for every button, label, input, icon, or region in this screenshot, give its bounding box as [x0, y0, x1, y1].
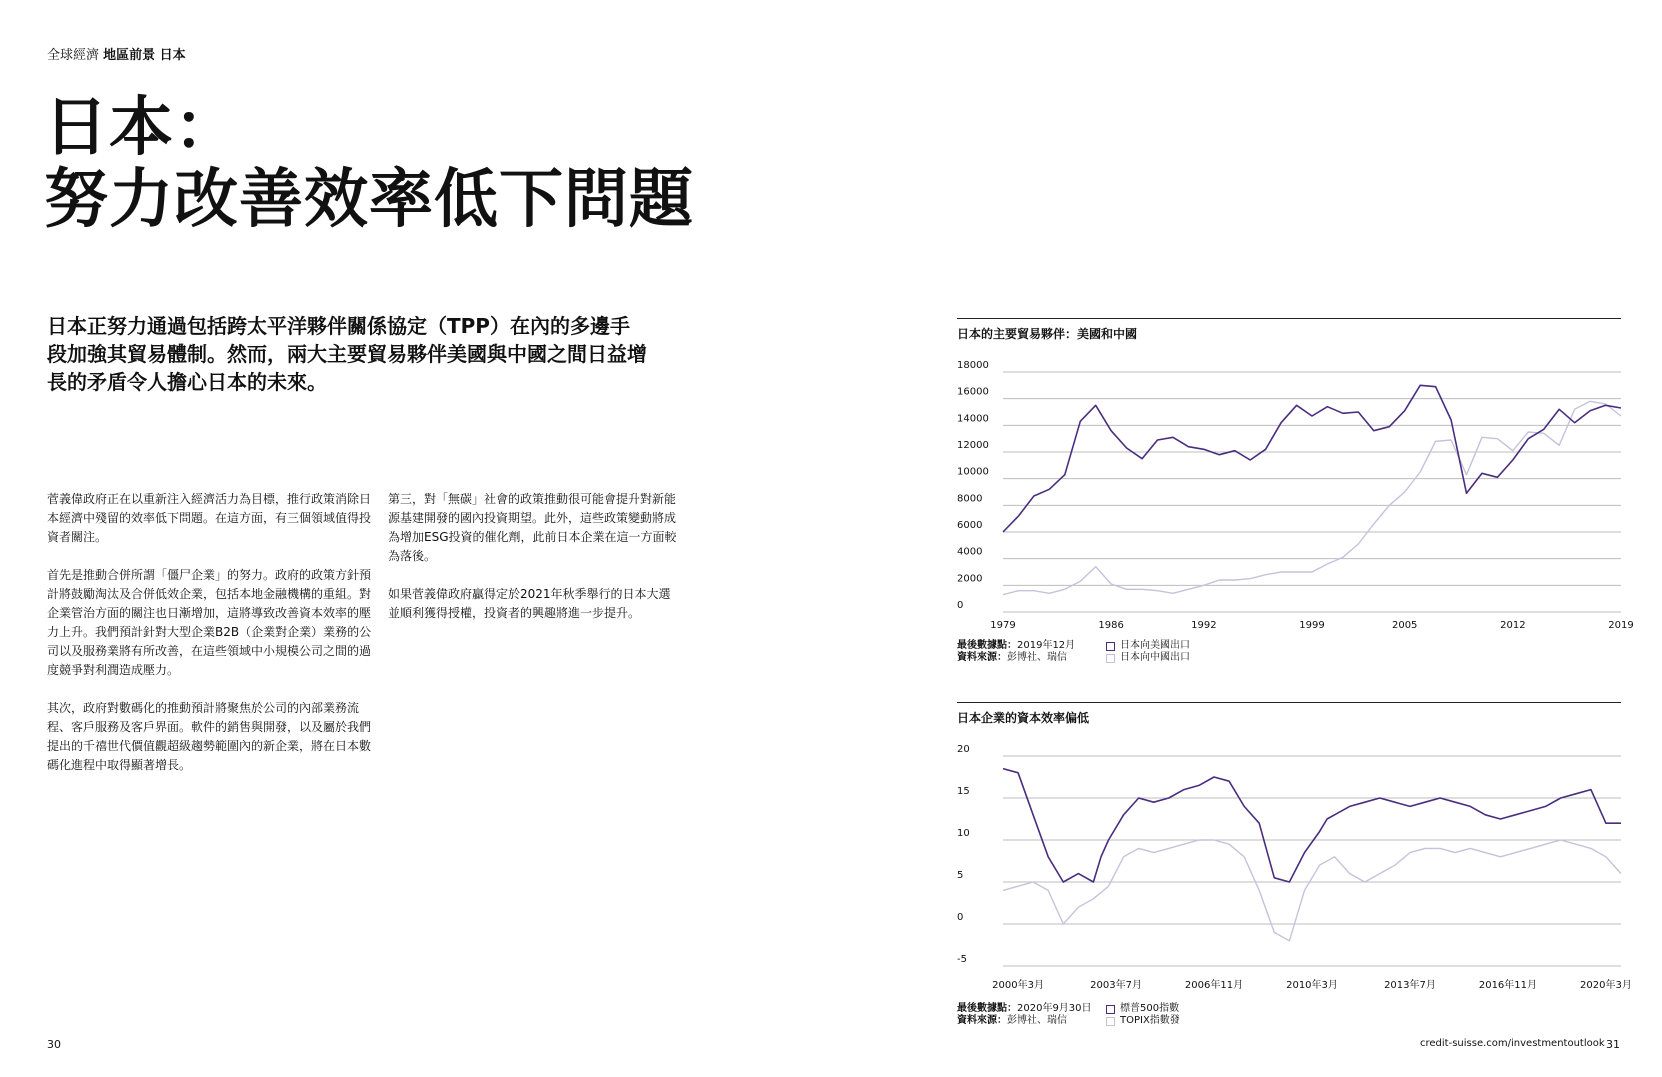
- body-paragraph: 首先是推動合併所謂「僵尸企業」的努力。政府的政策方針預計將鼓勵淘汰及合併低效企業，包括本地金融機構的重組。對企業管治方面的關注也日漸增加，這將導致改善資本效率的壓力上升。我們預計針對大型企業B2B（企業對企業）業務的公司以及服務業將有所改善，在這些領域中小規模公司之間的過度競爭對利潤造成壓力。: [47, 568, 372, 677]
- chart-1-notes: [957, 640, 1075, 664]
- footer-url[interactable]: credit-suisse.com/investmentoutlook: [1420, 1038, 1605, 1049]
- y-tick-label: 10000: [957, 466, 989, 478]
- chart-1-legend: [1106, 640, 1190, 664]
- page-number-left: 30: [47, 1038, 61, 1051]
- legend-label: 日本向美國出口: [1120, 640, 1190, 651]
- chart-2-notes: [957, 1003, 1092, 1027]
- chart-1-source: [957, 652, 1075, 664]
- page-title-line-2: 努力改善效率低下問題: [44, 163, 694, 237]
- legend-label: TOPIX指數發: [1120, 1015, 1180, 1026]
- legend-label: 日本向中國出口: [1120, 652, 1190, 663]
- y-tick-label: 16000: [957, 386, 989, 398]
- chart-trade-partners: [957, 360, 1634, 631]
- y-tick-label: 15: [957, 786, 970, 797]
- source-value: 彭博社、瑞信: [1007, 1015, 1067, 1026]
- x-tick-label: 2016年11月: [1478, 980, 1538, 991]
- legend-item: [1106, 652, 1190, 664]
- last-data-value: 2019年12月: [1017, 640, 1076, 651]
- breadcrumb: [47, 44, 186, 63]
- x-tick-label: 1979: [990, 620, 1016, 631]
- x-tick-label: 2005: [1391, 620, 1418, 631]
- x-tick-label: 1992: [1191, 620, 1217, 631]
- breadcrumb-section: 全球經濟: [47, 48, 100, 63]
- lead-paragraph: 日本正努力通過包括跨太平洋夥伴關係協定（TPP）在內的多邊手段加強其貿易體制。然而，兩大主要貿易夥伴美國與中國之間日益增長的矛盾令人擔心日本的未來。: [47, 314, 647, 394]
- chart-1-last-data: [957, 640, 1075, 652]
- y-tick-label: 0: [957, 912, 964, 923]
- chart-1-title: 日本的主要貿易夥伴：美國和中國: [957, 327, 1138, 341]
- y-tick-label: 8000: [957, 493, 983, 505]
- x-tick-label: 2000年3月: [992, 980, 1044, 991]
- chart-1-header: [957, 318, 1621, 342]
- body-column-2: [388, 490, 678, 642]
- chart-capital-efficiency: [957, 744, 1632, 994]
- last-data-label: 最後數據點：: [957, 640, 1017, 651]
- series-line-light: [1003, 840, 1621, 941]
- legend-swatch: [1106, 642, 1115, 651]
- x-tick-label: 2012: [1500, 620, 1526, 631]
- y-tick-label: 14000: [957, 413, 989, 425]
- x-tick-label: 1999: [1299, 620, 1325, 631]
- breadcrumb-subsection: 地區前景 日本: [103, 48, 186, 63]
- x-tick-label: 2019: [1608, 620, 1634, 631]
- source-label: 資料來源：: [957, 652, 1007, 663]
- y-tick-label: 6000: [957, 520, 983, 531]
- page-title: [44, 92, 694, 236]
- legend-item: [1106, 640, 1190, 652]
- x-tick-label: 1986: [1098, 620, 1124, 631]
- series-line-dark: [1003, 769, 1621, 882]
- body-paragraph: 如果菅義偉政府贏得定於2021年秋季舉行的日本大選並順利獲得授權，投資者的興趣將進一步提升。: [388, 587, 671, 620]
- legend-item: [1106, 1015, 1180, 1027]
- chart-2-top-rule: [957, 702, 1621, 703]
- source-value: 彭博社、瑞信: [1007, 652, 1067, 663]
- body-paragraph: 菅義偉政府正在以重新注入經濟活力為目標，推行政策消除日本經濟中殘留的效率低下問題。在這方面，有三個領域值得投資者關注。: [47, 492, 372, 544]
- series-line-light: [1003, 401, 1621, 594]
- page-title-line-1: 日本：: [44, 91, 239, 165]
- series-line-dark: [1003, 385, 1621, 532]
- legend-label: 標普500指數: [1120, 1003, 1180, 1014]
- chart-2-last-data: [957, 1003, 1092, 1015]
- y-tick-label: 18000: [957, 360, 989, 371]
- y-tick-label: 5: [957, 870, 964, 881]
- y-tick-label: 10: [957, 828, 970, 839]
- last-data-value: 2020年9月30日: [1017, 1003, 1092, 1014]
- legend-swatch: [1106, 1005, 1115, 1014]
- legend-item: [1106, 1003, 1180, 1015]
- x-tick-label: 2020年3月: [1580, 980, 1632, 991]
- y-tick-label: 12000: [957, 440, 989, 451]
- source-label: 資料來源：: [957, 1015, 1007, 1026]
- y-tick-label: -5: [957, 954, 967, 965]
- legend-swatch: [1106, 1017, 1115, 1026]
- y-tick-label: 20: [957, 744, 970, 755]
- x-tick-label: 2003年7月: [1090, 980, 1142, 991]
- last-data-label: 最後數據點：: [957, 1003, 1017, 1014]
- body-paragraph: 第三，對「無碳」社會的政策推動很可能會提升對新能源基建開發的國內投資期望。此外，這些政策變動將成為增加ESG投資的催化劑，此前日本企業在這一方面較為落後。: [388, 492, 677, 563]
- body-paragraph: 其次，政府對數碼化的推動預計將聚焦於公司的內部業務流程、客戶服務及客戶界面。軟件的銷售與開發，以及屬於我們提出的千禧世代價值觀超級趨勢範圍內的新企業，將在日本數碼化進程中取得顯著增長。: [47, 701, 372, 772]
- y-tick-label: 2000: [957, 573, 983, 585]
- body-column-1: [47, 490, 372, 794]
- chart-2-source: [957, 1015, 1092, 1027]
- x-tick-label: 2006年11月: [1184, 980, 1244, 991]
- x-tick-label: 2010年3月: [1286, 980, 1338, 991]
- page-number-right: 31: [1606, 1038, 1620, 1051]
- legend-swatch: [1106, 654, 1115, 663]
- x-tick-label: 2013年7月: [1384, 980, 1436, 991]
- chart-2-header: [957, 702, 1621, 726]
- chart-2-title: 日本企業的資本效率偏低: [957, 711, 1090, 725]
- y-tick-label: 0: [957, 600, 964, 611]
- chart-2-legend: [1106, 1003, 1180, 1027]
- y-tick-label: 4000: [957, 546, 983, 558]
- chart-1-top-rule: [957, 318, 1621, 319]
